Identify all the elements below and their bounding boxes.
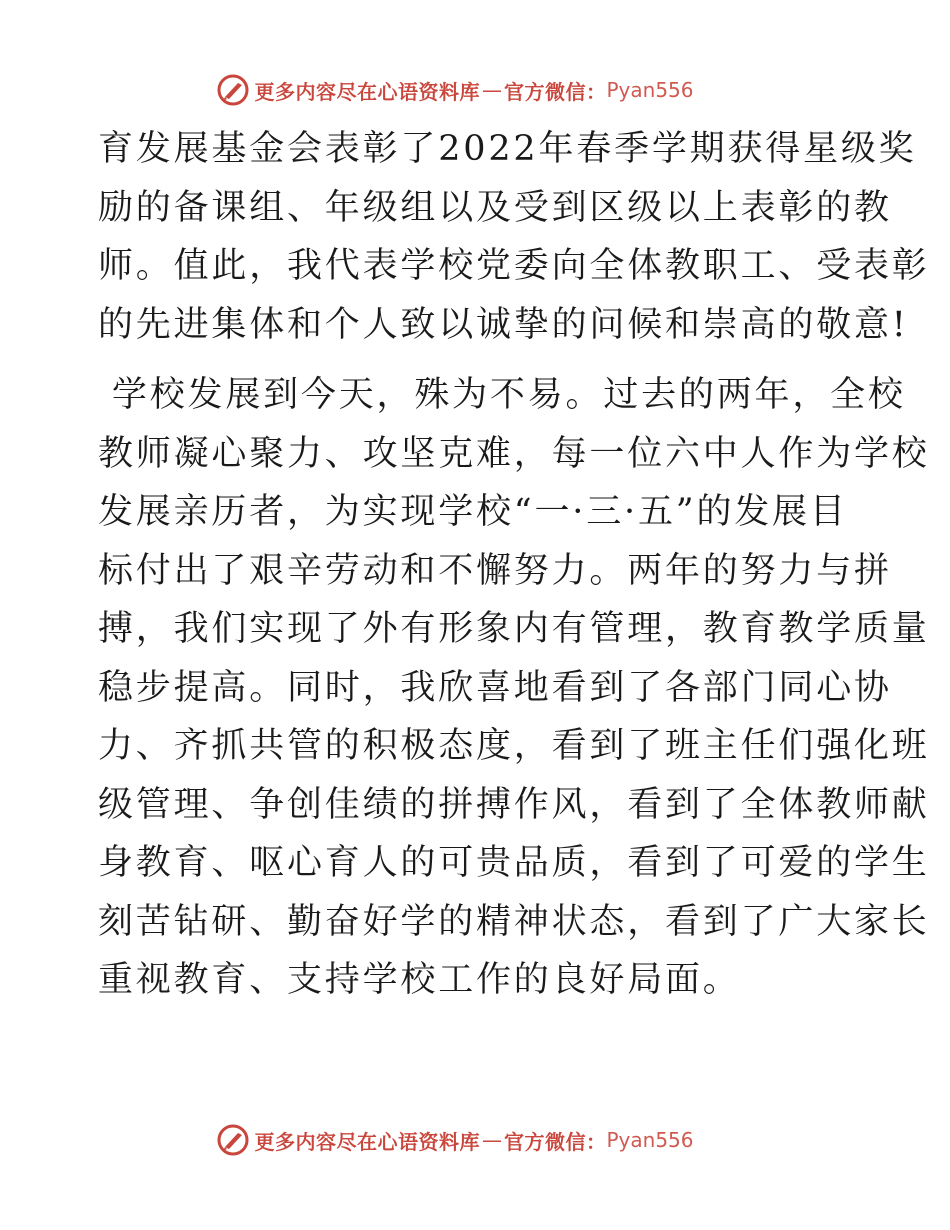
text-line: 刻苦钻研、勤奋好学的精神状态，看到了广大家长 bbox=[98, 901, 930, 942]
footer-watermark bbox=[0, 1120, 950, 1160]
text-line: 育发展基金会表彰了2022年春季学期获得星级奖 bbox=[98, 129, 917, 169]
text-line: 标付出了艰辛劳动和不懈努力。两年的努力与拼 bbox=[98, 550, 892, 591]
text-line: 的先进集体和个人致以诚挚的问候和崇高的敬意! bbox=[98, 304, 909, 345]
header-watermark bbox=[0, 70, 950, 110]
paragraph-1 bbox=[98, 120, 930, 354]
text-line: 稳步提高。同时，我欣喜地看到了各部门同心协 bbox=[98, 667, 892, 708]
text-line: 学校发展到今天，殊为不易。过去的两年，全校 bbox=[98, 375, 906, 415]
watermark-separator: — bbox=[481, 1128, 502, 1152]
quill-logo-icon bbox=[216, 1123, 250, 1157]
watermark-separator: — bbox=[481, 78, 502, 102]
watermark-wechat-label: 官方微信： bbox=[503, 1129, 607, 1154]
quill-logo-icon bbox=[216, 73, 250, 107]
watermark-wechat-label: 官方微信： bbox=[503, 79, 607, 104]
text-line: 身教育、呕心育人的可贵品质，看到了可爱的学生 bbox=[98, 843, 930, 883]
watermark-text: 更多内容尽在心语资料库 bbox=[254, 79, 480, 104]
watermark-wechat-id: Pyan556 bbox=[606, 78, 694, 102]
text-line: 搏，我们实现了外有形象内有管理，教育教学质量 bbox=[98, 609, 930, 649]
watermark-text: 更多内容尽在心语资料库 bbox=[254, 1129, 480, 1154]
text-line: 教师凝心聚力、攻坚克难，每一位六中人作为学校 bbox=[98, 433, 930, 474]
text-line: 师。值此，我代表学校党委向全体教职工、受表彰 bbox=[98, 246, 930, 286]
paragraph-2 bbox=[98, 366, 930, 1010]
watermark-wechat-id: Pyan556 bbox=[606, 1128, 694, 1152]
text-line: 力、齐抓共管的积极态度，看到了班主任们强化班 bbox=[98, 726, 930, 766]
text-line: 重视教育、支持学校工作的良好局面。 bbox=[98, 960, 741, 1000]
text-line: 级管理、争创佳绩的拼搏作风，看到了全体教师献 bbox=[98, 784, 930, 825]
text-line: 励的备课组、年级组以及受到区级以上表彰的教 bbox=[98, 187, 892, 228]
document-body bbox=[98, 120, 930, 1010]
text-line: 发展亲历者，为实现学校“一·三·五”的发展目 bbox=[98, 492, 848, 532]
